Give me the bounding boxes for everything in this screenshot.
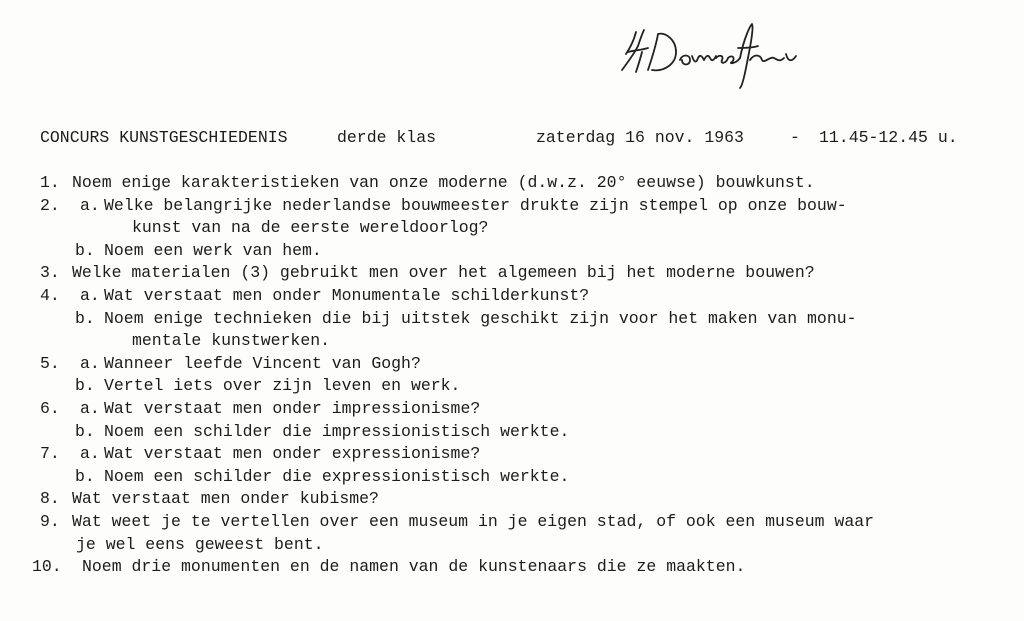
subquestion-label: b.: [75, 240, 95, 260]
subquestion-label: b.: [75, 466, 95, 486]
question-text: Noem enige karakteristieken van onze moderne (d.w.z. 20° eeuwse) bouwkunst.: [72, 173, 815, 192]
question-number: 5.: [40, 353, 60, 373]
exam-date: zaterdag 16 nov. 1963: [536, 128, 744, 147]
question-number: 9.: [40, 511, 60, 531]
question-text: Wat verstaat men onder kubisme?: [72, 489, 379, 509]
question-7b: [40, 466, 1000, 489]
question-4b: [40, 308, 1000, 331]
question-text: Wat weet je te vertellen over een museum in je eigen stad, of ook een museum waar: [72, 511, 875, 531]
question-5a: [40, 353, 1000, 376]
question-10: [32, 556, 1000, 579]
question-text: Wat verstaat men onder Monumentale schilderkunst?: [104, 285, 590, 305]
question-number: 1.: [40, 173, 60, 192]
question-list: [32, 172, 1000, 579]
question-6b: [40, 421, 1000, 444]
question-text: Wat verstaat men onder impressionisme?: [104, 398, 481, 418]
question-2a: [40, 195, 1000, 218]
question-2a-continued: [40, 217, 1000, 240]
exam-header: [40, 128, 1000, 152]
question-text: Welke belangrijke nederlandse bouwmeester drukte zijn stempel op onze bouw-: [104, 195, 847, 215]
subquestion-label: b.: [75, 421, 95, 441]
question-number: 4.: [40, 285, 60, 305]
question-6a: [40, 398, 1000, 421]
subquestion-label: a.: [80, 195, 100, 215]
course-title: CONCURS KUNSTGESCHIEDENIS: [40, 128, 288, 147]
subquestion-label: b.: [75, 376, 95, 396]
question-text: Noem een werk van hem.: [104, 240, 322, 260]
question-5b: [40, 375, 1000, 398]
question-text: Wat verstaat men onder expressionisme?: [104, 444, 481, 464]
signature-graphic: [620, 18, 820, 90]
question-number: 3.: [40, 263, 60, 283]
question-9: [40, 511, 1000, 534]
subquestion-label: a.: [80, 398, 100, 418]
question-text: Welke materialen (3) gebruikt men over het algemeen bij het moderne bouwen?: [72, 263, 815, 283]
question-4a: [40, 285, 1000, 308]
question-2b: [40, 240, 1000, 263]
header-dash: -: [790, 128, 800, 147]
question-4b-continued: [40, 330, 1000, 353]
question-text: Noem enige technieken die bij uitstek geschikt zijn voor het maken van monu-: [104, 308, 857, 328]
question-3: [40, 262, 1000, 285]
question-1: [40, 172, 1000, 195]
handwritten-signature: [620, 18, 820, 90]
question-text: Noem drie monumenten en de namen van de kunstenaars die ze maakten.: [82, 557, 746, 577]
subquestion-label: a.: [80, 353, 100, 373]
question-number: 7.: [40, 444, 60, 464]
subquestion-label: a.: [80, 285, 100, 305]
subquestion-label: b.: [75, 308, 95, 328]
exam-time: 11.45-12.45 u.: [819, 128, 958, 147]
question-text: Wanneer leefde Vincent van Gogh?: [104, 353, 421, 373]
question-number: 10.: [32, 557, 62, 577]
question-7a: [40, 443, 1000, 466]
class-label: derde klas: [337, 128, 437, 147]
question-text: Noem een schilder die impressionistisch werkte.: [104, 421, 570, 441]
question-text: kunst van na de eerste wereldoorlog?: [132, 218, 489, 238]
question-number: 6.: [40, 398, 60, 418]
question-text: je wel eens geweest bent.: [76, 534, 324, 554]
question-number: 8.: [40, 489, 60, 509]
question-text: Vertel iets over zijn leven en werk.: [104, 376, 461, 396]
question-text: mentale kunstwerken.: [132, 331, 331, 351]
question-text: Noem een schilder die expressionistisch werkte.: [104, 466, 570, 486]
question-9-continued: [40, 534, 1000, 557]
question-number: 2.: [40, 195, 60, 215]
question-8: [40, 488, 1000, 511]
subquestion-label: a.: [80, 444, 100, 464]
